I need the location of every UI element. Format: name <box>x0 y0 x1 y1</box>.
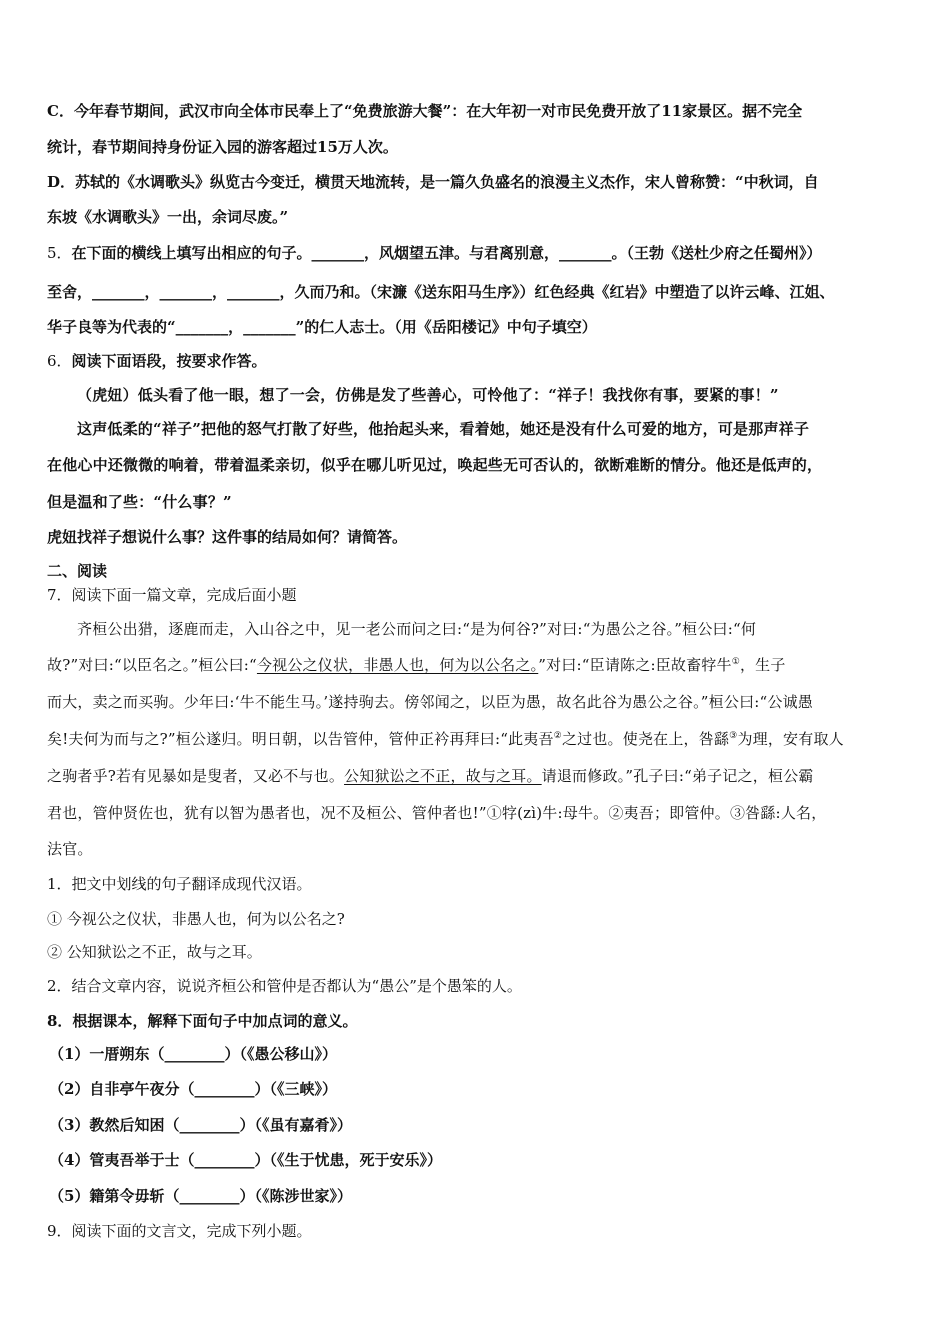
q6-title: 6．阅读下面语段，按要求作答。 <box>47 352 267 370</box>
q6-number: 6． <box>47 352 72 370</box>
q4-option-c-label: C． <box>47 102 74 120</box>
q7-subquestion-2: 2．结合文章内容，说说齐桓公和管仲是否都认为“愚公”是个愚笨的人。 <box>47 977 522 995</box>
q4-option-d-line1: D．苏轼的《水调歌头》纵览古今变迁，横贯天地流转，是一篇久负盛名的浪漫主义杰作，宋人曾称赞：“中秋词，自 <box>47 173 819 191</box>
q6-passage-p2-line3: 但是温和了些：“什么事？” <box>47 493 232 511</box>
q6-passage-p2-line2: 在他心中还微微的响着，带着温柔亲切，似乎在哪儿听见过，唤起些无可否认的，欲断难断的情分。他还是低声的， <box>47 456 823 474</box>
q7-subquestion-1b: ② 公知狱讼之不正，故与之耳。 <box>47 943 262 961</box>
q7-text-line7: 法官。 <box>47 840 93 858</box>
q7-text-line6: 君也，管仲贤佐也，犹有以智为愚者也，况不及桓公、管仲者也!”①牸(zì)牛:母牛。②夷吾；即管仲。③咎繇:人名， <box>47 804 827 822</box>
section-2-title: 二、阅读 <box>47 562 108 580</box>
q5-line3: 华子良等为代表的“_______，_______”的仁人志士。（用《岳阳楼记》中句子填空） <box>47 318 597 336</box>
q7-text-line4: 矣!夫何为而与之?”桓公遂归。明日朝，以告管仲，管仲正衿再拜曰:“此夷吾②之过也。使尧在上，咎繇③为理，安有取人 <box>47 730 844 748</box>
q4-option-c-line2: 统计，春节期间持身份证入园的游客超过15万人次。 <box>47 138 398 156</box>
q8-title: 8．根据课本，解释下面句子中加点词的意义。 <box>47 1012 358 1030</box>
q8-item-2: （2）自非亭午夜分（________）（《三峡》） <box>49 1080 337 1098</box>
q7-subquestion-1: 1．把文中划线的句子翻译成现代汉语。 <box>47 875 312 893</box>
q7-text-line2: 故?”对曰:“以臣名之。”桓公曰:“今视公之仪状，非愚人也，何为以公名之。”对曰:“臣请陈之:臣故畜牸牛①，生子 <box>47 656 786 674</box>
q8-item-5: （5）籍第令毋斩（________）（《陈涉世家》） <box>49 1187 352 1205</box>
q4-option-c-line1: C．今年春节期间，武汉市向全体市民奉上了“免费旅游大餐”：在大年初一对市民免费开放了11家景区。据不完全 <box>47 102 803 120</box>
q5-line1: 5．在下面的横线上填写出相应的句子。_______，风烟望五津。与君离别意，_______。（王勃《送杜少府之任蜀州》） <box>47 244 822 262</box>
q8-item-4: （4）管夷吾举于士（________）（《生于忧患，死于安乐》） <box>49 1151 442 1169</box>
q8-item-3: （3）教然后知困（________）（《虽有嘉肴》） <box>49 1116 352 1134</box>
q7-text-line5: 之驹者乎?若有见暴如是叟者，又必不与也。公知狱讼之不正，故与之耳。请退而修政。”孔子曰:“弟子记之，桓公霸 <box>47 767 814 785</box>
q6-question: 虎妞找祥子想说什么事？这件事的结局如何？请简答。 <box>47 528 408 546</box>
q7-number: 7． <box>47 586 72 604</box>
q5-line2: 至舍，_______，_______，_______，久而乃和。（宋濂《送东阳马生序》）红色经典《红岩》中塑造了以许云峰、江姐、 <box>47 283 835 301</box>
q7-text-line3: 而大，卖之而买驹。少年曰:‘牛不能生马。’遂持驹去。傍邻闻之，以臣为愚，故名此谷为愚公之谷。”桓公曰:“公诚愚 <box>47 693 813 711</box>
q6-passage-p1: （虎妞）低头看了他一眼，想了一会，仿佛是发了些善心，可怜他了：“祥子！我找你有事，要紧的事！” <box>77 386 779 404</box>
q7-underlined-sentence-1: 今视公之仪状，非愚人也，何为以公名之。 <box>256 656 539 674</box>
q7-text-line1: 齐桓公出猎，逐鹿而走，入山谷之中，见一老公而问之曰:“是为何谷?”对曰:“为愚公之谷。”桓公曰:“何 <box>77 620 757 638</box>
q6-passage-p2-line1: 这声低柔的“祥子”把他的怒气打散了好些，他抬起头来，看着她，她还是没有什么可爱的地方，可是那声祥子 <box>77 420 810 438</box>
q5-number: 5． <box>47 244 72 262</box>
q7-subquestion-1a: ① 今视公之仪状，非愚人也，何为以公名之? <box>47 910 345 928</box>
q4-option-d-label: D． <box>47 173 76 191</box>
q7-title: 7．阅读下面一篇文章，完成后面小题 <box>47 586 297 604</box>
q4-option-d-line2: 东坡《水调歌头》一出，余词尽废。” <box>47 208 289 226</box>
q9-title: 9．阅读下面的文言文，完成下列小题。 <box>47 1222 312 1240</box>
q7-underlined-sentence-2: 公知狱讼之不正，故与之耳。 <box>344 767 542 785</box>
q8-item-1: （1）一厝朔东（________）（《愚公移山》） <box>49 1045 337 1063</box>
